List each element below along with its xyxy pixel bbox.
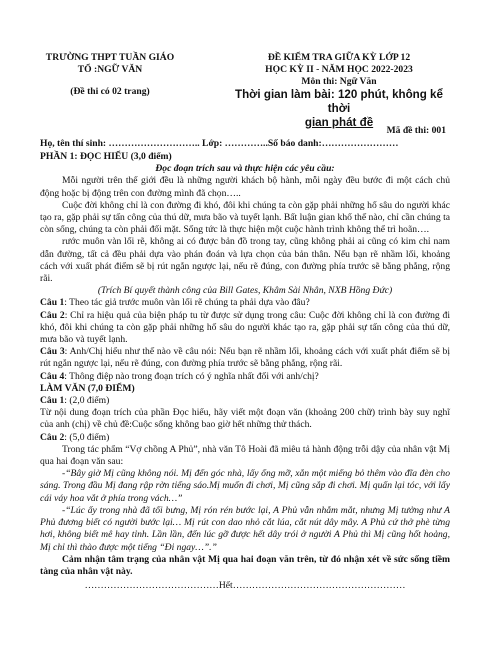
time-line-2: gian phát đề — [304, 116, 374, 129]
part2-heading: LÀM VĂN (7,0 ĐIỂM) — [40, 382, 135, 394]
school-name: TRƯỜNG THPT TUẦN GIÁO — [45, 52, 175, 63]
question-4-text: : Thông điệp nào trong đoạn trích có ý nghĩa nhất đối với anh/chị? — [64, 370, 319, 382]
exam-header — [226, 52, 452, 130]
question-3-label: Câu 3 — [40, 346, 65, 358]
essay-2-label: Câu 2 — [40, 431, 65, 443]
essay-1-header — [40, 395, 450, 407]
question-2-text: : Chỉ ra hiệu quả của biện pháp tu từ được sử dụng trong câu: Cuộc đời không chỉ là con đường đi khó, đôi khi chúng ta còn gặp phải những hố sâu do người khác tạo ra, gặp phải sự tấn công của thú dữ, mưa bão và tuyết lạnh. — [40, 309, 450, 346]
essay-2-quote-2: -“Lúc ấy trong nhà đã tối bưng, Mị rón rén bước lại, A Phủ vẫn nhắm mắt, nhưng Mị tưởng như A Phủ đương biết có người bước lại… Mị rút con dao nhỏ cắt lúa, cắt nút dây mây. A Phủ cứ thở phè từng hơi, không biết mê hay tỉnh. Lần lần, đến lúc gỡ được hết dây trói ở người A Phủ thì Mị cũng hốt hoảng, Mị chỉ thì thào được một tiếng “Đi ngay…”.” — [40, 504, 450, 553]
essay-2-points: : (5,0 điểm) — [64, 431, 110, 443]
essay-1-points: : (2,0 điểm) — [64, 395, 110, 407]
question-4 — [40, 371, 450, 383]
part1-instruction: Đọc đoạn trích sau và thực hiện các yêu cầu: — [155, 163, 335, 175]
question-1-label: Câu 1 — [40, 297, 65, 309]
exam-title: ĐỀ KIỂM TRA GIỮA KỲ LỚP 12 — [267, 52, 411, 63]
essay-1-text: Từ nội dung đoạn trích của phần Đọc hiểu, hãy viết một đoạn văn (khoảng 200 chữ) trình bày suy nghĩ của anh (chị) về chủ đề:Cuộc sống không bao giờ hết những thử thách. — [40, 407, 450, 431]
student-info-line: Họ, tên thí sinh: ……………………….. Lớp: …………..Số báo danh:…………………… — [40, 138, 399, 149]
end-marker: ……………………………………Hết……………………………………………… — [84, 580, 406, 592]
question-2-label: Câu 2 — [40, 309, 65, 321]
essay-1-label: Câu 1 — [40, 395, 65, 407]
subject: Môn thi: Ngữ Văn — [301, 76, 377, 87]
question-3 — [40, 346, 450, 370]
essay-2-header — [40, 432, 450, 444]
school-header — [40, 52, 180, 98]
question-1-text: : Theo tác giả trước muôn vàn lối rẽ chúng ta phải dựa vào đâu? — [64, 297, 310, 309]
essay-2-intro: Trong tác phẩm “Vợ chồng A Phủ”, nhà văn Tô Hoài đã miêu tả hành động trỗi dậy của nhân vật Mị qua hai đoạn văn sau: — [40, 443, 450, 468]
essay-2-task: Cảm nhận tâm trạng của nhân vật Mị qua hai đoạn văn trên, từ đó nhận xét về sức sống tiềm tàng của nhân vật này. — [40, 553, 450, 577]
passage-paragraph-2: Cuộc đời không chỉ là con đường đi khó, đôi khi chúng ta còn gặp phải những hố sâu do người khác tạo ra, gặp phải sự tấn công của thú dữ, mưa bão và tuyết lạnh. Bất luận gian khổ thế nào, chỉ cần chúng ta còn sống, chúng ta còn phải đối mặt. Sống tức là thực hiện một cuộc hành trình không thể trì hoãn…. — [40, 199, 450, 236]
part1-heading: PHẦN 1: ĐỌC HIỂU (3,0 điểm) — [40, 151, 172, 162]
department-name: TỔ :NGỮ VĂN — [77, 64, 143, 75]
question-1 — [40, 297, 450, 309]
exam-code: Mã đề thi: 001 — [386, 125, 446, 136]
question-2 — [40, 310, 450, 347]
pages-note: (Đề thi có 02 trang) — [70, 86, 150, 97]
semester: HỌC KỲ II - NĂM HỌC 2022-2023 — [265, 64, 413, 75]
passage-paragraph-1: Mỗi người trên thế giới đều là những người khách bộ hành, mỗi ngày đều bước đi một cách chủ động hoặc bị động trên con đường mình đã chọn….. — [40, 175, 450, 199]
essay-2-quote-1: -“Bây giờ Mị cũng không nói. Mị đến góc nhà, lấy ống mỡ, xắn một miếng bỏ thêm vào đĩa đèn cho sáng. Trong đầu Mị đang rập rờn tiếng sáo.Mị muốn đi chơi, Mị cũng sắp đi chơi. Mị quấn lại tóc, với lấy cái váy hoa vắt ở phía trong vách…” — [40, 468, 450, 504]
question-3-text: : Anh/Chị hiểu như thế nào về câu nói: Nếu bạn rẽ nhầm lối, khoảng cách với xuất phát điểm sẽ bị rút ngắn ngược lại, nếu rẽ đúng, con đường phía trước sẽ bằng phẳng, rộng rãi. — [40, 346, 450, 370]
time-line-1: Thời gian làm bài: 120 phút, không kể thời — [235, 88, 443, 115]
passage-paragraph-3: rước muôn vàn lối rẽ, không ai có được bản đồ trong tay, cũng không phải ai cũng có kim chỉ nam dẫn đường, tất cả đều phải dựa vào phán đoán và lựa chọn của bản thân. Nếu bạn rẽ nhầm lối, khoảng cách với xuất phát điểm sẽ bị rút ngắn ngược lại, nếu rẽ đúng, con đường phía trước sẽ bằng phẳng, rộng rãi. — [40, 236, 450, 285]
question-4-label: Câu 4 — [40, 370, 65, 382]
passage-source: (Trích Bí quyết thành công của Bill Gates, Khâm Sài Nhân, NXB Hồng Đức) — [97, 285, 393, 297]
exam-body — [40, 151, 450, 592]
